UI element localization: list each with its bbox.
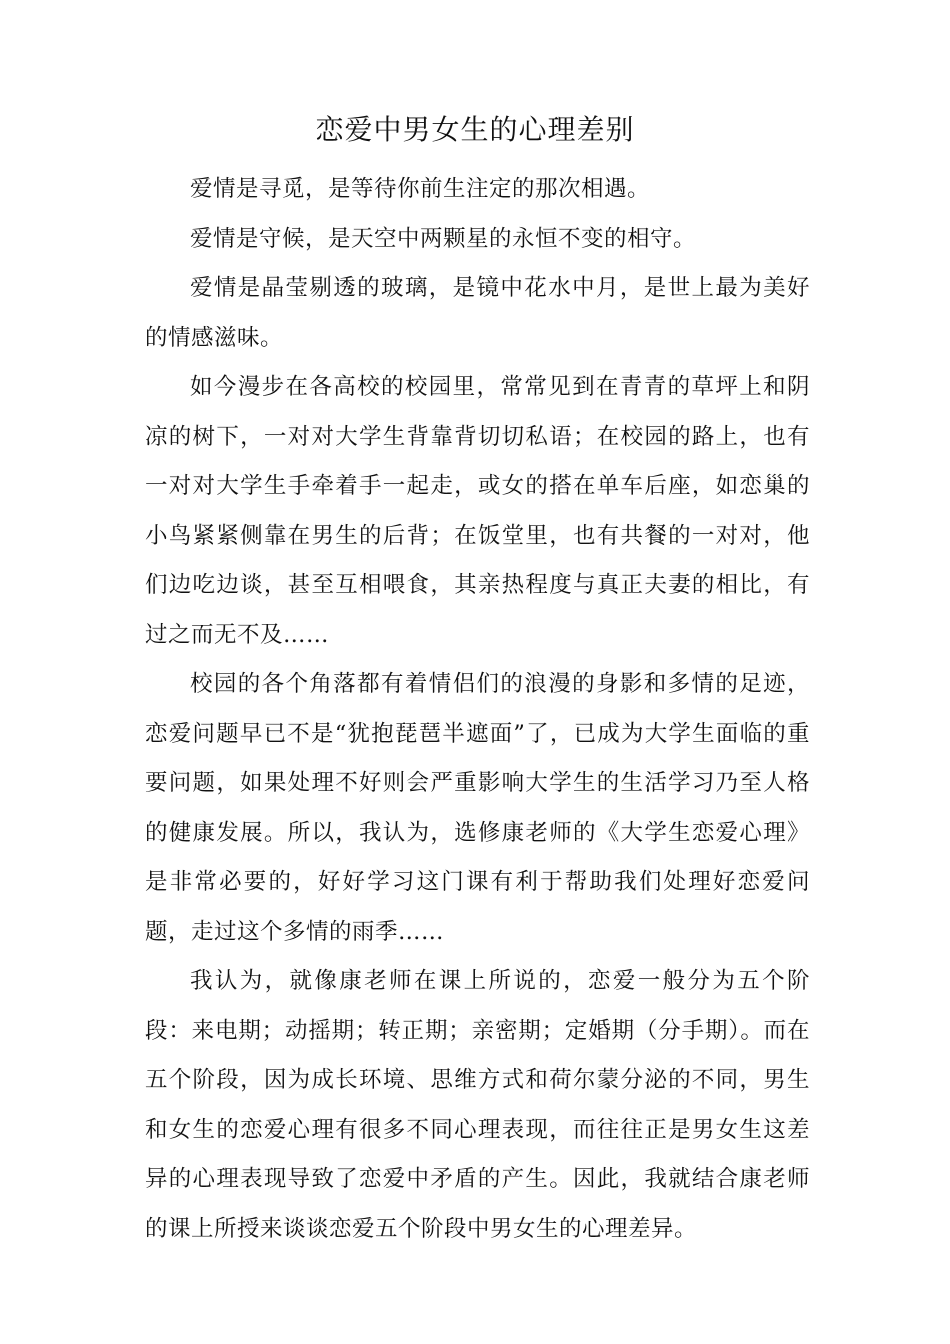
document-title: 恋爱中男女生的心理差别 [315,113,635,146]
paragraph: 校园的各个角落都有着情侣们的浪漫的身影和多情的足迹，恋爱问题早已不是“犹抱琵琶半遮面”了，已成为大学生面临的重要问题，如果处理不好则会严重影响大学生的生活学习乃至人格的健康发展。所以，我认为，选修康老师的《大学生恋爱心理》是非常必要的，好好学习这门课有利于帮助我们处理好恋爱问题，走过这个多情的雨季…… [145,671,810,945]
paragraph: 我认为，就像康老师在课上所说的，恋爱一般分为五个阶段：来电期；动摇期；转正期；亲密期；定婚期（分手期）。而在五个阶段，因为成长环境、思维方式和荷尔蒙分泌的不同，男生和女生的恋爱心理有很多不同心理表现，而往往正是男女生这差异的心理表现导致了恋爱中矛盾的产生。因此，我就结合康老师的课上所授来谈谈恋爱五个阶段中男女生的心理差异。 [145,968,810,1242]
paragraph: 爱情是晶莹剔透的玻璃，是镜中花水中月，是世上最为美好的情感滋味。 [145,275,810,351]
paragraph: 爱情是寻觅，是等待你前生注定的那次相遇。 [190,176,651,202]
paragraph: 如今漫步在各高校的校园里，常常见到在青青的草坪上和阴凉的树下，一对对大学生背靠背切切私语；在校园的路上，也有一对对大学生手牵着手一起走，或女的搭在单车后座，如恋巢的小鸟紧紧侧靠在男生的后背；在饭堂里，也有共餐的一对对，他们边吃边谈，甚至互相喂食，其亲热程度与真正夫妻的相比，有过之而无不及…… [145,374,810,648]
document-body [145,165,810,1254]
paragraph: 爱情是守候，是天空中两颗星的永恒不变的相守。 [190,225,697,252]
